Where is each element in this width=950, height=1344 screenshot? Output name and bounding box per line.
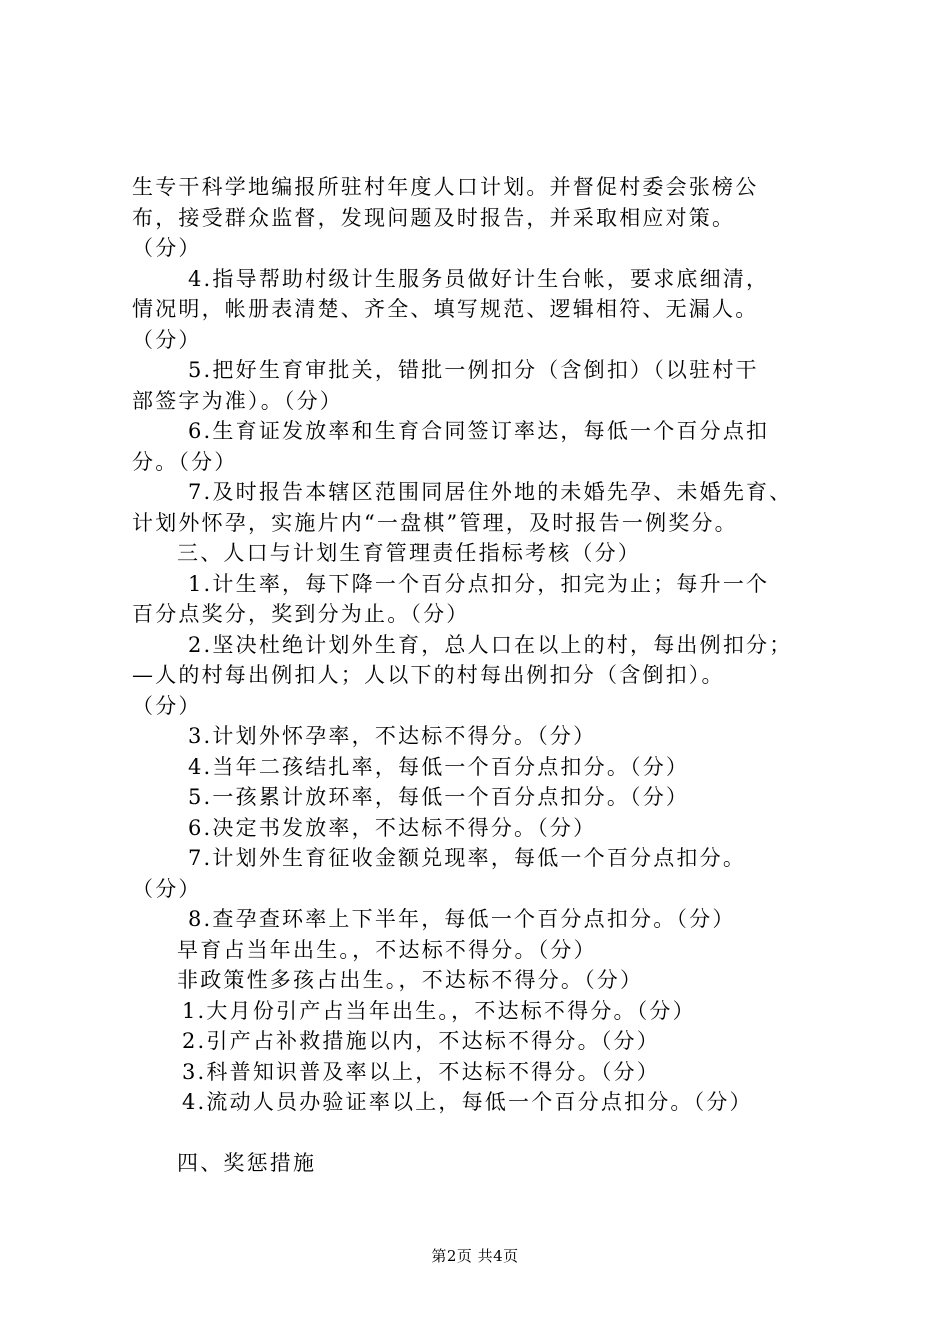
text-line: 分。（分） (132, 449, 238, 474)
text-line: 百分点奖分，奖到分为止。（分） (132, 602, 470, 626)
document-body (132, 172, 832, 1178)
text-line: 1.计生率，每下降一个百分点扣分，扣完为止；每升一个 (188, 571, 770, 596)
text-line: 3.科普知识普及率以上，不达标不得分。（分） (182, 1059, 660, 1084)
text-line: 2.引产占补救措施以内，不达标不得分。（分） (182, 1029, 660, 1053)
text-line: 2.坚决杜绝计划外生育，总人口在以上的村，每出例扣分； (188, 632, 793, 657)
text-line: （分） (132, 693, 202, 718)
text-line: 4.指导帮助村级计生服务员做好计生台帐，要求底细清， (188, 266, 770, 291)
text-line: 早育占当年出生。，不达标不得分。（分） (177, 937, 597, 962)
text-line: 6.决定书发放率，不达标不得分。（分） (188, 815, 597, 840)
text-line: 6.生育证发放率和生育合同签订率达，每低一个百分点扣 (188, 419, 770, 443)
text-line: 4.当年二孩结扎率，每低一个百分点扣分。（分） (188, 754, 690, 779)
paragraph-gap (132, 1118, 832, 1148)
text-line: （分） (132, 236, 202, 260)
text-line: 计划外怀孕，实施片内“一盘棋”管理，及时报告一例奖分。 (132, 510, 738, 535)
text-line: 生专干科学地编报所驻村年度人口计划。并督促村委会张榜公 (132, 175, 759, 199)
text-line: 非政策性多孩占出生。，不达标不得分。（分） (177, 968, 644, 992)
text-line: 3.计划外怀孕率，不达标不得分。（分） (188, 724, 597, 748)
text-line: —人的村每出例扣人；人以下的村每出例扣分（含倒扣）。 (132, 663, 725, 687)
text-line: 4.流动人员办验证率以上，每低一个百分点扣分。（分） (182, 1090, 753, 1114)
page-footer: 第2页 共4页 (431, 1247, 519, 1265)
text-line: （分） (132, 327, 202, 352)
text-line: 部签字为准）。（分） (132, 388, 343, 413)
text-line: （分） (132, 876, 202, 901)
section-heading: 四、奖惩措施 (177, 1150, 317, 1175)
text-line: 8.查孕查环率上下半年，每低一个百分点扣分。（分） (188, 907, 736, 931)
text-line: 5.一孩累计放环率，每低一个百分点扣分。（分） (188, 785, 690, 809)
section-heading: 三、人口与计划生育管理责任指标考核（分） (177, 541, 641, 565)
text-line: 7.及时报告本辖区范围同居住外地的未婚先孕、未婚先育、 (188, 480, 793, 504)
text-line: 5.把好生育审批关，错批一例扣分（含倒扣）（以驻村干 (188, 358, 759, 382)
text-line: 布，接受群众监督，发现问题及时报告，并采取相应对策。 (132, 205, 736, 230)
text-line: 7.计划外生育征收金额兑现率，每低一个百分点扣分。 (188, 846, 747, 870)
text-line: 情况明，帐册表清楚、齐全、填写规范、逻辑相符、无漏人。 (132, 297, 759, 321)
text-line: 1.大月份引产占当年出生。，不达标不得分。（分） (182, 998, 696, 1023)
